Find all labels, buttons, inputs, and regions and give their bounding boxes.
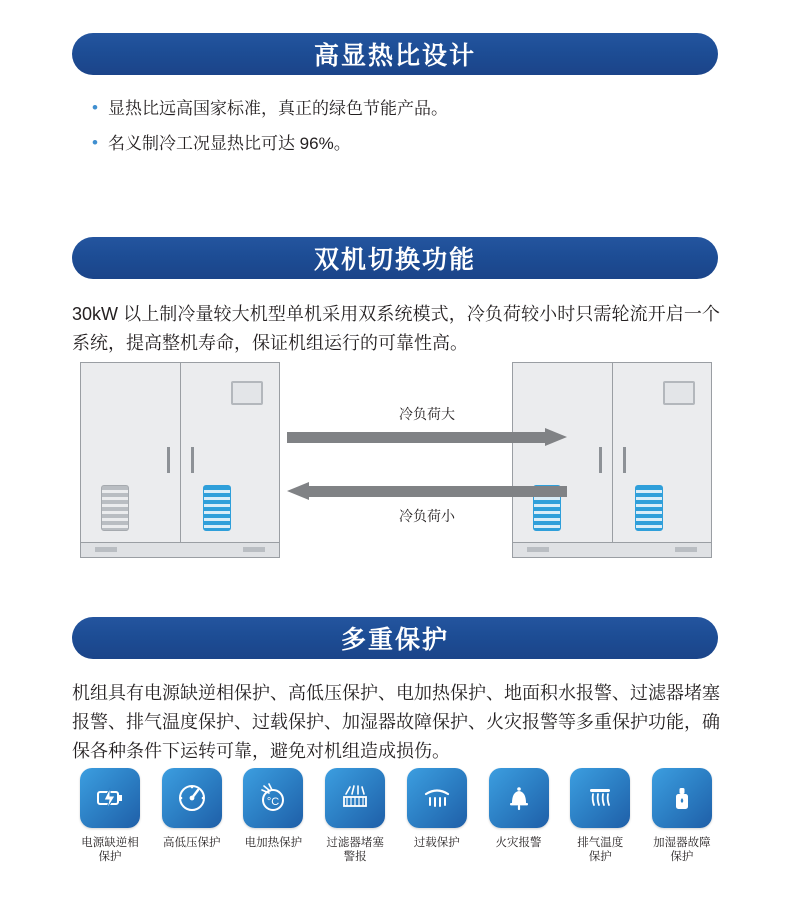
list-item: [92, 133, 712, 154]
section-title-2: 双机切换功能: [313, 246, 476, 274]
icon-caption: 高低压保护: [162, 837, 221, 849]
protection-item-power-phase: [70, 768, 150, 864]
bullet-text: 名义制冷工况显热比可达 96%。: [107, 134, 351, 153]
icon-caption: 电加热保护: [244, 837, 303, 849]
protection-icon-row: [70, 768, 722, 864]
icon-caption: 电源缺逆相 保护: [81, 837, 139, 863]
cabinet-base: [81, 542, 279, 557]
door-handle-icon: [623, 447, 626, 473]
icon-caption: 排气温度 保护: [577, 837, 624, 863]
compressor-inactive-icon: [101, 485, 129, 531]
cabinet-unit-right: [512, 362, 712, 558]
cabinet-door-split: [612, 363, 613, 543]
door-handle-icon: [191, 447, 194, 473]
control-panel-icon: [663, 381, 695, 405]
cabinet-door-split: [180, 363, 181, 543]
section-banner-2: [72, 237, 718, 279]
section-banner-1: [72, 33, 718, 75]
protection-item-overload: [397, 768, 477, 864]
arrow-group-high-load: [287, 404, 567, 446]
cabinet-base: [513, 542, 711, 557]
arrow-label-top: 冷负荷大: [399, 406, 455, 422]
protection-item-humidifier-fault: [642, 768, 722, 864]
compressor-active-icon: [203, 485, 231, 531]
section-title-1: 高显热比设计: [313, 42, 476, 70]
electric-heat-icon: [243, 768, 303, 828]
door-handle-icon: [167, 447, 170, 473]
section-banner-3: [72, 617, 718, 659]
icon-caption: 过滤器堵塞 警报: [326, 837, 384, 863]
pressure-gauge-icon: [162, 768, 222, 828]
protection-item-exhaust-temp: [560, 768, 640, 864]
humidifier-fault-icon: [652, 768, 712, 828]
protection-item-pressure: [152, 768, 232, 864]
bullet-dot-icon: •: [92, 98, 98, 117]
section-title-3: 多重保护: [340, 626, 449, 654]
bullet-list-1: [92, 98, 712, 168]
overload-icon: [407, 768, 467, 828]
dual-system-diagram: [72, 362, 720, 562]
arrow-label-bottom: 冷负荷小: [399, 508, 455, 524]
protection-item-fire-alarm: [479, 768, 559, 864]
compressor-active-icon: [635, 485, 663, 531]
icon-caption: 火灾报警: [495, 837, 542, 849]
section-paragraph-2: 30kW 以上制冷量较大机型单机采用双系统模式，冷负荷较小时只需轮流开启一个系统，提高整机寿命，保证机组运行的可靠性高。: [72, 304, 720, 353]
arrow-group-low-load: [287, 482, 567, 526]
filter-blocked-icon: [325, 768, 385, 828]
protection-item-electric-heat: [233, 768, 313, 864]
icon-caption: 加湿器故障 保护: [653, 837, 711, 863]
cabinet-unit-left: [80, 362, 280, 558]
fire-alarm-icon: [489, 768, 549, 828]
control-panel-icon: [231, 381, 263, 405]
list-item: [92, 98, 712, 119]
protection-item-filter-blocked: [315, 768, 395, 864]
bullet-dot-icon: •: [92, 133, 98, 152]
svg-text:°C: °C: [267, 796, 280, 808]
bullet-text: 显热比远高国家标准，真正的绿色节能产品。: [107, 99, 448, 118]
power-phase-icon: [80, 768, 140, 828]
section-paragraph-3: 机组具有电源缺逆相保护、高低压保护、电加热保护、地面积水报警、过滤器堵塞报警、排气温度保护、过载保护、加湿器故障保护、火灾报警等多重保护功能，确保各种条件下运转可靠，避免对机组造成损伤。: [72, 683, 720, 761]
exhaust-temp-icon: [570, 768, 630, 828]
icon-caption: 过载保护: [413, 837, 460, 849]
arrow-right-icon: [287, 428, 567, 446]
arrow-left-icon: [287, 482, 567, 500]
door-handle-icon: [599, 447, 602, 473]
